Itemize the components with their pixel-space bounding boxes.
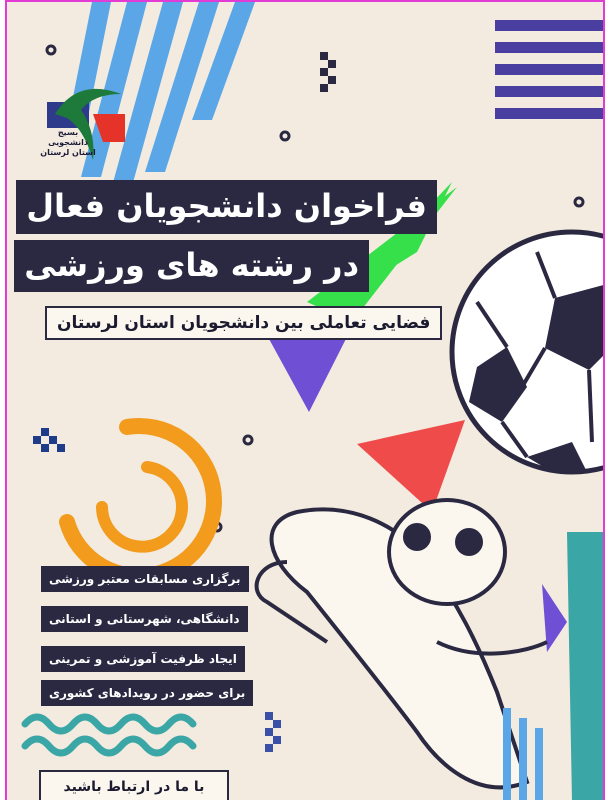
bullet-3: ایجاد ظرفیت آموزشی و تمرینی [41,646,245,672]
teal-waves [25,717,193,753]
title-line-2: در رشته های ورزشی [14,240,369,292]
logo-caption-line-2: دانشجویی [48,138,88,147]
teal-triangle [567,532,605,800]
contact-us-banner: با ما در ارتباط باشید [39,770,229,800]
pixel-squares-bottom [265,712,281,752]
title-line-1: فراخوان دانشجویان فعال [16,180,437,234]
bullet-1: برگزاری مسابقات معتبر ورزشی [41,566,249,592]
logo-caption-line-1: بسیج [57,128,79,137]
blue-bars-bottom [503,708,543,800]
bullet-2: دانشگاهی، شهرستانی و استانی [41,606,248,632]
logo-caption [33,128,103,158]
blue-stripes [70,2,255,197]
pixel-squares-top [320,52,336,92]
orange-rings [67,426,214,576]
bullet-4: برای حضور در رویدادهای کشوری [41,680,253,706]
soccer-ball-illustration [452,232,605,472]
navy-bars [495,20,605,119]
pixel-cross-left [33,428,65,452]
poster [5,0,605,800]
logo-caption-line-3: استان لرستان [40,148,96,157]
subtitle: فضایی تعاملی بین دانشجویان استان لرستان [45,306,442,340]
